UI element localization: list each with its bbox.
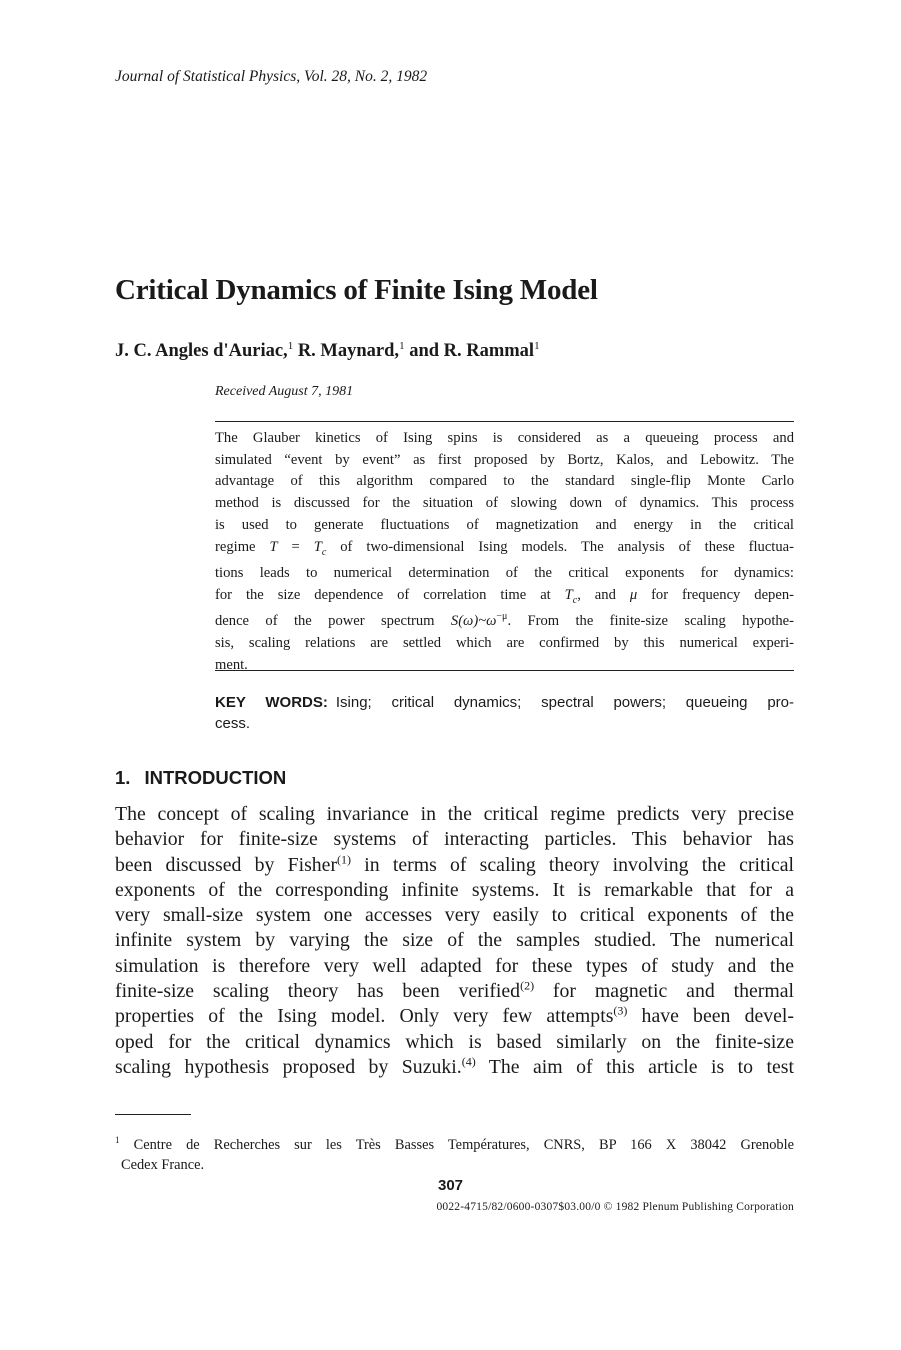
affiliation-marker: 1: [399, 340, 405, 352]
body-line: simulation is therefore very well adapted for these types of study and the: [115, 954, 794, 977]
abstract-line: ment.: [215, 656, 248, 673]
citation-ref: (3): [613, 1003, 628, 1018]
abstract: [215, 428, 794, 677]
journal-header: Journal of Statistical Physics, Vol. 28, No. 2, 1982: [115, 68, 428, 85]
body-line: been discussed by Fisher$^{(1)}$ in terms of scaling theory involving the critical: [115, 852, 794, 876]
section-title: INTRODUCTION: [144, 767, 287, 788]
keywords-label: KEY WORDS:: [215, 694, 328, 711]
abstract-line: is used to generate fluctuations of magnetization and energy in the critical: [215, 516, 794, 533]
citation-ref: (2): [520, 978, 535, 993]
body-line: exponents of the corresponding infinite systems. It is remarkable that for a: [115, 878, 794, 901]
footnote-line: $^1$ Centre de Recherches sur les Très Basses Températures, CNRS, BP 166 X 38042 Grenoble: [115, 1135, 794, 1153]
body-line: oped for the critical dynamics which is based similarly on the finite-size: [115, 1030, 794, 1053]
keywords-line: KEY WORDS: Ising; critical dynamics; spectral powers; queueing pro-: [215, 694, 794, 711]
body-line: infinite system by varying the size of the samples studied. The numerical: [115, 929, 794, 952]
author-name: J. C. Angles d'Auriac,: [115, 341, 288, 362]
introduction-body: [115, 802, 794, 1080]
abstract-line: regime $T = T_c$ of two-dimensional Ising models. The analysis of these fluctua-: [215, 538, 794, 558]
body-line: scaling hypothesis proposed by Suzuki.$^{(4)}$ The aim of this article is to test: [115, 1054, 794, 1078]
abstract-line: tions leads to numerical determination of the critical exponents for dynamics:: [215, 565, 794, 582]
abstract-line: dence of the power spectrum $S(\omega)\sim\omega^{-\mu}$. From the finite-size scaling hypothe-: [215, 611, 795, 630]
abstract-line: The Glauber kinetics of Ising spins is considered as a queueing process and: [215, 430, 794, 446]
footnote-rule: [115, 1114, 191, 1115]
abstract-line: for the size dependence of correlation time at $T_c$, and μ for frequency depen-: [215, 586, 794, 606]
copyright-line: 0022-4715/82/0600-0307$03.00/0 © 1982 Plenum Publishing Corporation: [436, 1201, 794, 1213]
abstract-bottom-rule: [215, 670, 794, 671]
abstract-line: simulated “event by event” as first proposed by Bortz, Kalos, and Lebowitz. The: [215, 451, 794, 468]
author-list: [115, 340, 540, 362]
body-line: The concept of scaling invariance in the critical regime predicts very precise: [115, 803, 794, 825]
footnote: [115, 1130, 794, 1176]
received-date: Received August 7, 1981: [215, 384, 354, 399]
keywords-line: cess.: [215, 715, 251, 732]
body-line: properties of the Ising model. Only very few attempts$^{(3)}$ have been devel-: [115, 1003, 794, 1028]
section-number: 1.: [115, 767, 131, 788]
body-line: very small-size system one accesses very easily to critical exponents of the: [115, 904, 794, 927]
article-title: Critical Dynamics of Finite Ising Model: [115, 274, 598, 306]
author-name: and R. Rammal: [409, 341, 535, 362]
section-heading: [115, 767, 286, 789]
body-line: behavior for finite-size systems of interacting particles. This behavior has: [115, 828, 794, 851]
footnote-marker: 1: [115, 1135, 120, 1145]
abstract-line: advantage of this algorithm compared to the standard single-flip Monte Carlo: [215, 473, 794, 490]
affiliation-marker: 1: [534, 340, 540, 352]
keywords: [215, 692, 794, 734]
abstract-top-rule: [215, 421, 794, 422]
author-name: R. Maynard,: [297, 341, 400, 362]
body-line: finite-size scaling theory has been verified$^{(2)}$ for magnetic and thermal: [115, 978, 794, 1003]
citation-ref: (4): [461, 1054, 476, 1069]
abstract-line: method is discussed for the situation of slowing down of dynamics. This process: [215, 495, 794, 512]
affiliation-marker: 1: [287, 340, 294, 352]
citation-ref: (1): [337, 852, 352, 866]
footnote-line: Cedex France.: [121, 1157, 205, 1174]
abstract-line: sis, scaling relations are settled which are confirmed by this numerical experi-: [215, 635, 794, 652]
page-number: 307: [437, 1177, 464, 1194]
